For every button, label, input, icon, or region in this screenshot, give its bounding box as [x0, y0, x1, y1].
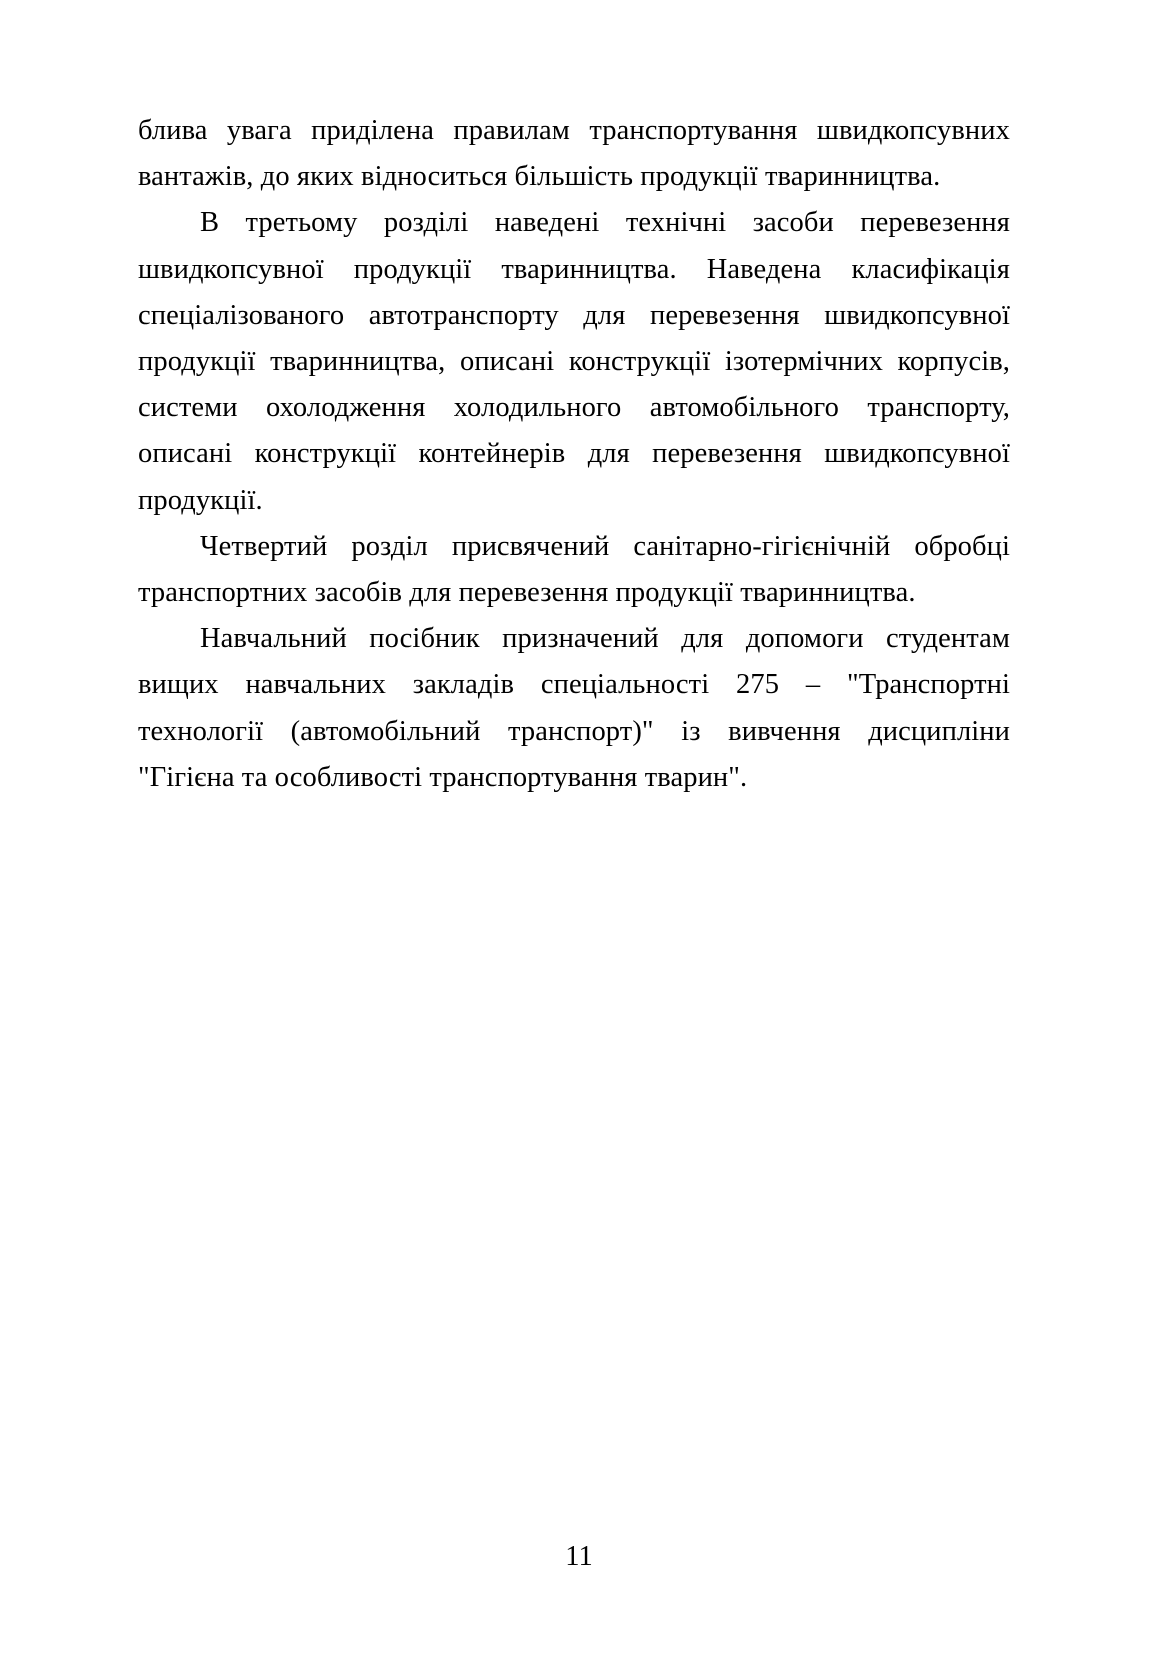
body-text-column [138, 108, 1010, 801]
paragraph-section-four: Четвертий розділ присвячений санітарно-гігієнічній обробці транспортних засобів для перевезення продукції тваринництва. [138, 530, 1010, 609]
page-number: 11 [565, 1541, 593, 1572]
paragraph-section-three: В третьому розділі наведені технічні засоби перевезення швидкопсувної продукції тваринництва. Наведена класифікація спеціалізованого автотранспорту для перевезення швидкопсувної продукції тваринництва, описані конструкції ізотермічних корпусів, системи охолодження холодильного автомобільного транспорту, описані конструкції контейнерів для перевезення швидкопсувної продукції. [138, 207, 1010, 516]
paragraph-continuation: блива увага приділена правилам транспортування швидкопсувних вантажів, до яких відноситься більшість продукції тваринництва. [138, 115, 1010, 193]
paragraph-audience: Навчальний посібник призначений для допомоги студентам вищих навчальних закладів спеціальності 275 – "Транспортні технології (автомобільний транспорт)" із вивчення дисципліни "Гігієна та особливості транспортування тварин". [138, 623, 1010, 793]
